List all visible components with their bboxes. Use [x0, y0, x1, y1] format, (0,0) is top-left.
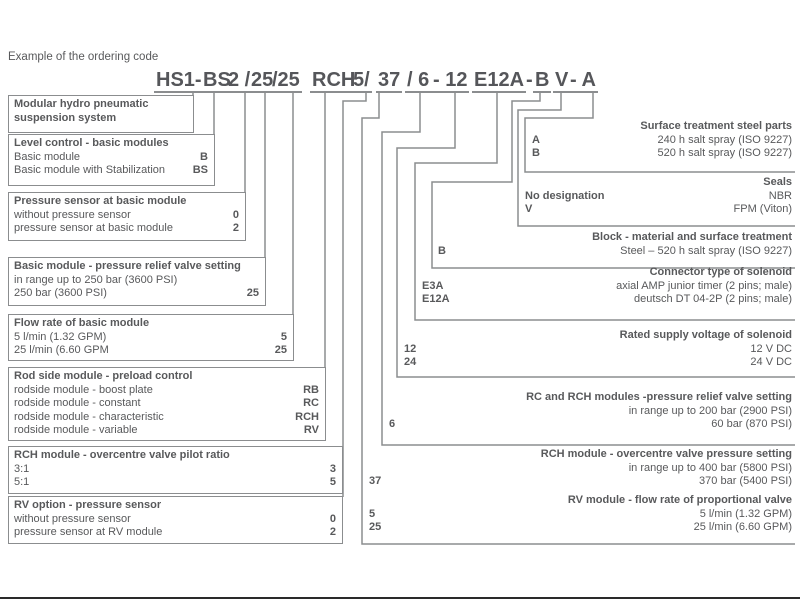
option-label: Basic module	[14, 150, 81, 163]
option-row	[369, 462, 792, 476]
section-title: Flow rate of basic module	[14, 317, 150, 329]
option-row	[422, 280, 792, 294]
option-row	[14, 526, 336, 540]
option-label: 60 bar (870 PSI)	[711, 418, 792, 431]
page-bottom-rule	[0, 597, 800, 599]
option-row	[14, 164, 208, 178]
code-token-dash: -	[526, 69, 533, 91]
section-title: Level control - basic modules	[14, 137, 169, 149]
option-label: without pressure sensor	[14, 512, 131, 525]
option-label: 240 h salt spray (ISO 9227)	[657, 133, 792, 146]
option-label: NBR	[768, 189, 792, 202]
option-code: 5	[369, 507, 376, 520]
option-code: RCH	[295, 410, 319, 423]
option-code: 5	[329, 476, 336, 488]
section-suspension-system	[8, 95, 194, 133]
option-row	[389, 405, 792, 419]
section-rod-side-module	[8, 367, 326, 441]
section-pressure-sensor-basic	[8, 192, 246, 241]
option-label: deutsch DT 04-2P (2 pins; male)	[634, 293, 792, 306]
section-block-material	[438, 231, 792, 258]
option-row	[14, 209, 239, 223]
option-row	[14, 331, 287, 345]
section-title: Seals	[763, 176, 792, 188]
option-row	[532, 147, 792, 161]
option-code: 12	[404, 342, 417, 355]
option-row	[532, 134, 792, 148]
option-code: RC	[303, 397, 319, 409]
section-title: Pressure sensor at basic module	[14, 195, 187, 207]
option-label: 5 l/min (1.32 GPM)	[699, 507, 792, 520]
option-code: B	[532, 147, 540, 160]
option-label: 12 V DC	[750, 342, 792, 355]
option-label: 520 h salt spray (ISO 9227)	[657, 147, 792, 160]
option-code: BS	[192, 164, 208, 176]
option-row	[422, 293, 792, 307]
option-label: in range up to 200 bar (2900 PSI)	[628, 404, 792, 417]
section-rv-pressure-sensor	[8, 496, 343, 544]
example-label: Example of the ordering code	[8, 51, 159, 63]
option-row	[14, 424, 319, 438]
option-label: 3:1	[14, 462, 30, 475]
option-label: 5 l/min (1.32 GPM)	[14, 330, 107, 343]
section-title: Surface treatment steel parts	[640, 120, 792, 132]
option-code: 25	[274, 344, 287, 356]
code-token-hs1: HS1-	[156, 69, 202, 91]
section-title: RV module - flow rate of proportional valve	[567, 494, 792, 506]
option-row	[438, 245, 792, 259]
option-row	[404, 343, 792, 357]
section-seals	[525, 176, 792, 217]
option-code: 6	[389, 418, 396, 431]
code-token-v: V	[555, 69, 569, 91]
section-title: RC and RCH modules -pressure relief valve setting	[526, 391, 792, 403]
option-row	[14, 274, 259, 288]
code-token-2: 2 /	[228, 69, 251, 91]
option-row	[14, 513, 336, 527]
section-flow-rate-basic	[8, 314, 294, 361]
option-code: 0	[329, 512, 336, 525]
option-code: V	[525, 203, 533, 216]
section-rch-pressure-setting	[369, 448, 792, 489]
code-token-37: 37	[378, 69, 401, 91]
section-rv-flow-rate	[369, 494, 792, 535]
option-label: rodside module - constant	[14, 397, 141, 409]
option-label: 24 V DC	[750, 356, 792, 369]
option-label: 25 l/min (6.60 GPM	[14, 344, 109, 356]
option-code: E12A	[422, 293, 450, 306]
section-level-control	[8, 134, 215, 186]
option-row	[14, 384, 319, 398]
option-label: pressure sensor at basic module	[14, 222, 173, 234]
section-supply-voltage	[404, 329, 792, 370]
option-row	[404, 356, 792, 370]
section-surface-treatment	[532, 120, 792, 161]
option-code	[253, 274, 259, 288]
option-code: RB	[303, 383, 319, 396]
option-code: 3	[329, 462, 336, 475]
option-row	[14, 397, 319, 411]
section-title: RV option - pressure sensor	[14, 499, 162, 511]
section-title: Connector type of solenoid	[649, 266, 792, 278]
code-token-e12a: E12A	[474, 69, 525, 91]
section-title: Rod side module - preload control	[14, 370, 193, 382]
section-basic-relief-valve	[8, 257, 266, 306]
section-title: Rated supply voltage of solenoid	[619, 329, 792, 341]
code-token-25a: 25	[251, 69, 274, 91]
code-token-12: - 12	[433, 69, 468, 91]
code-token-bs: BS	[203, 69, 231, 91]
option-label: rodside module - variable	[14, 424, 138, 436]
option-label: rodside module - characteristic	[14, 410, 164, 423]
option-code: 37	[369, 475, 382, 488]
option-code: 25	[369, 521, 382, 534]
section-title: Block - material and surface treatment	[592, 231, 792, 243]
code-token-rch: RCH	[312, 69, 356, 91]
option-label: Steel – 520 h salt spray (ISO 9227)	[620, 244, 792, 257]
code-token-a: - A	[570, 69, 596, 91]
option-row	[14, 287, 259, 301]
option-code: B	[200, 150, 208, 163]
section-title: Basic module - pressure relief valve setting	[14, 260, 241, 272]
section-title: RCH module - overcentre valve pressure setting	[540, 448, 792, 460]
option-row	[14, 476, 336, 490]
option-label: 370 bar (5400 PSI)	[699, 475, 792, 488]
option-code: 2	[232, 222, 239, 234]
section-rch-pilot-ratio	[8, 446, 343, 494]
option-label: in range up to 250 bar (3600 PSI)	[14, 273, 178, 286]
option-label: 5:1	[14, 476, 30, 488]
option-code: 5	[280, 330, 287, 343]
option-row	[14, 222, 239, 236]
code-token-25b: /25	[272, 69, 300, 91]
option-code: E3A	[422, 279, 444, 292]
option-row	[389, 418, 792, 432]
code-token-b: B	[535, 69, 550, 91]
option-row	[14, 151, 208, 165]
section-connector-type	[422, 266, 792, 307]
option-code: 0	[232, 208, 239, 221]
option-row	[14, 411, 319, 425]
option-code: 25	[246, 287, 259, 299]
option-label: axial AMP junior timer (2 pins; male)	[616, 279, 792, 292]
option-code: 2	[329, 526, 336, 538]
section-rc-rch-relief-valve	[389, 391, 792, 432]
option-code: RV	[303, 424, 319, 436]
option-code: B	[438, 244, 446, 257]
option-label: 25 l/min (6.60 GPM)	[693, 521, 792, 534]
option-label: FPM (Viton)	[733, 203, 792, 216]
option-label: rodside module - boost plate	[14, 383, 153, 396]
option-label: without pressure sensor	[14, 208, 131, 221]
section-title: RCH module - overcentre valve pilot ratio	[14, 449, 230, 461]
option-row	[369, 508, 792, 522]
code-token-5: 5/	[353, 69, 370, 91]
option-label: pressure sensor at RV module	[14, 526, 163, 538]
option-label: in range up to 400 bar (5800 PSI)	[628, 461, 792, 474]
option-row	[525, 190, 792, 204]
option-label: Basic module with Stabilization	[14, 164, 166, 176]
option-row	[369, 475, 792, 489]
section-title: Modular hydro pneumatic suspension system	[14, 98, 149, 124]
option-code: No designation	[525, 189, 605, 202]
option-code: 24	[404, 356, 417, 369]
option-code: A	[532, 133, 540, 146]
code-token-6: / 6	[407, 69, 430, 91]
option-row	[14, 344, 287, 358]
option-row	[525, 203, 792, 217]
option-code	[369, 462, 377, 476]
option-row	[369, 521, 792, 535]
option-row	[14, 463, 336, 477]
option-code	[389, 405, 397, 419]
option-label: 250 bar (3600 PSI)	[14, 287, 107, 299]
